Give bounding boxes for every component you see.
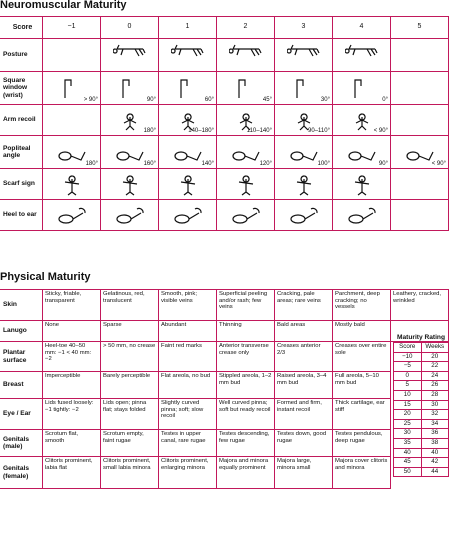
- rating-score: 35: [394, 438, 422, 448]
- rating-weeks: 26: [421, 381, 449, 391]
- physical-cell: Imperceptible: [43, 372, 101, 399]
- angle-value: < 90°: [373, 127, 388, 134]
- neuromuscular-cell: [159, 39, 217, 72]
- heel-figure-icon: [171, 203, 205, 227]
- physical-cell: Well curved pinna; soft but ready recoil: [217, 399, 275, 430]
- rating-row: [394, 352, 449, 362]
- rating-score: 15: [394, 400, 422, 410]
- angle-value: 140–180°: [188, 127, 214, 134]
- physical-cell: Formed and firm, instant recoil: [275, 399, 333, 430]
- neuromuscular-row: [1, 200, 449, 231]
- rating-weeks: 42: [421, 458, 449, 468]
- neuromuscular-cell: [333, 169, 391, 200]
- score-label: Score: [1, 17, 43, 39]
- rating-row: [394, 467, 449, 477]
- score-header-cell: 3: [275, 17, 333, 39]
- angle-value: 45°: [262, 96, 272, 103]
- physical-cell: Majora and minora equally prominent: [217, 457, 275, 489]
- physical-cell: Sparse: [101, 321, 159, 342]
- rating-row: [394, 410, 449, 420]
- angle-value: 30°: [320, 96, 330, 103]
- physical-cell: Abundant: [159, 321, 217, 342]
- angle-value: 60°: [204, 96, 214, 103]
- physical-cell: Creases anterior 2/3: [275, 342, 333, 372]
- scarf-figure-icon: [345, 172, 379, 196]
- physical-cell: Testes descending, few rugae: [217, 430, 275, 457]
- neuromuscular-cell: [275, 136, 333, 169]
- neuromuscular-cell: [391, 105, 449, 136]
- score-header-cell: −1: [43, 17, 101, 39]
- angle-value: 180°: [85, 160, 98, 167]
- score-header-cell: 1: [159, 17, 217, 39]
- neuromuscular-cell: [333, 39, 391, 72]
- angle-value: 0°: [382, 96, 388, 103]
- physical-row-label: Plantar surface: [1, 342, 43, 372]
- neuromuscular-cell: [391, 39, 449, 72]
- neuromuscular-cell: [217, 105, 275, 136]
- physical-cell: Majora large, minora small: [275, 457, 333, 489]
- neuromuscular-cell: [43, 169, 101, 200]
- neuromuscular-cell: [101, 136, 159, 169]
- neuromuscular-cell: [217, 136, 275, 169]
- physical-cell: Superficial peeling and/or rash; few veins: [217, 290, 275, 321]
- neuromuscular-cell: [217, 169, 275, 200]
- physical-cell: Bald areas: [275, 321, 333, 342]
- window-figure-icon: [229, 76, 263, 100]
- physical-cell: Barely perceptible: [101, 372, 159, 399]
- physical-cell: Testes down, good rugae: [275, 430, 333, 457]
- rating-header-row: [394, 343, 449, 353]
- neuromuscular-cell: [275, 169, 333, 200]
- neuromuscular-row-label: Posture: [1, 39, 43, 72]
- physical-cell: Testes in upper canal, rare rugae: [159, 430, 217, 457]
- rating-score: 0: [394, 371, 422, 381]
- rating-row: [394, 429, 449, 439]
- scarf-figure-icon: [287, 172, 321, 196]
- arm-figure-icon: [113, 108, 147, 132]
- neuromuscular-cell: [391, 72, 449, 105]
- rating-row: [394, 448, 449, 458]
- window-figure-icon: [345, 76, 379, 100]
- neuromuscular-cell: [159, 136, 217, 169]
- angle-value: 180°: [143, 127, 156, 134]
- posture-3-figure-icon: [287, 43, 321, 67]
- physical-row-label: Skin: [1, 290, 43, 321]
- neuromuscular-row-label: Heel to ear: [1, 200, 43, 231]
- scarf-figure-icon: [113, 172, 147, 196]
- rating-weeks: 34: [421, 419, 449, 429]
- angle-value: 160°: [143, 160, 156, 167]
- maturity-rating-panel: [391, 334, 450, 477]
- neuromuscular-row-label: Arm recoil: [1, 105, 43, 136]
- neuromuscular-cell: [43, 200, 101, 231]
- maturity-rating-table: [393, 342, 449, 477]
- rating-header-cell: Score: [394, 343, 422, 353]
- leg-figure-icon: [55, 140, 89, 164]
- leg-figure-icon: [345, 140, 379, 164]
- angle-value: 100°: [317, 160, 330, 167]
- physical-cell: Gelatinous, red, translucent: [101, 290, 159, 321]
- physical-cell: Testes pendulous, deep rugae: [333, 430, 391, 457]
- neuromuscular-row: [1, 72, 449, 105]
- scarf-figure-icon: [229, 172, 263, 196]
- rating-score: 25: [394, 419, 422, 429]
- rating-row: [394, 458, 449, 468]
- posture-1-figure-icon: [171, 43, 205, 67]
- physical-cell: Slightly curved pinna; soft; slow recoil: [159, 399, 217, 430]
- neuromuscular-cell: [43, 136, 101, 169]
- rating-header-cell: Weeks: [421, 343, 449, 353]
- neuromuscular-cell: [159, 105, 217, 136]
- neuromuscular-cell: [43, 72, 101, 105]
- score-header-cell: 4: [333, 17, 391, 39]
- neuromuscular-table: [0, 16, 449, 231]
- rating-row: [394, 419, 449, 429]
- neuromuscular-cell: [217, 39, 275, 72]
- neuromuscular-cell: [275, 200, 333, 231]
- physical-cell: Mostly bald: [333, 321, 391, 342]
- neuromuscular-row: [1, 105, 449, 136]
- physical-cell: Parchment, deep cracking; no vessels: [333, 290, 391, 321]
- rating-row: [394, 381, 449, 391]
- neuromuscular-row-label: Scarf sign: [1, 169, 43, 200]
- physical-row: [1, 457, 449, 489]
- physical-cell: Raised areola, 3–4 mm bud: [275, 372, 333, 399]
- neuromuscular-cell: [217, 200, 275, 231]
- neuromuscular-cell: [159, 169, 217, 200]
- neuromuscular-cell: [275, 105, 333, 136]
- physical-cell: Majora cover clitoris and minora: [333, 457, 391, 489]
- physical-row-label: Genitals (female): [1, 457, 43, 489]
- rating-weeks: 38: [421, 438, 449, 448]
- physical-cell: Creases over entire sole: [333, 342, 391, 372]
- rating-score: 10: [394, 390, 422, 400]
- angle-value: 90–110°: [308, 127, 330, 134]
- heel-figure-icon: [287, 203, 321, 227]
- neuromuscular-cell: [391, 169, 449, 200]
- physical-cell: None: [43, 321, 101, 342]
- physical-cell: Clitoris prominent, labia flat: [43, 457, 101, 489]
- rating-weeks: 36: [421, 429, 449, 439]
- leg-figure-icon: [229, 140, 263, 164]
- neuromuscular-cell: [391, 200, 449, 231]
- neuromuscular-cell: [217, 72, 275, 105]
- leg-figure-icon: [113, 140, 147, 164]
- neuromuscular-cell: [159, 200, 217, 231]
- rating-weeks: 30: [421, 400, 449, 410]
- physical-row: [1, 399, 449, 430]
- neuromuscular-cell: [43, 39, 101, 72]
- heel-figure-icon: [113, 203, 147, 227]
- physical-cell: Cracking, pale areas; rare veins: [275, 290, 333, 321]
- physical-row-label: Lanugo: [1, 321, 43, 342]
- physical-cell: Thick cartilage, ear stiff: [333, 399, 391, 430]
- neuromuscular-cell: [275, 72, 333, 105]
- scarf-figure-icon: [55, 172, 89, 196]
- neuromuscular-row: [1, 169, 449, 200]
- score-header-cell: 2: [217, 17, 275, 39]
- score-header-cell: 5: [391, 17, 449, 39]
- physical-cell: > 50 mm, no crease: [101, 342, 159, 372]
- neuromuscular-row-label: Popliteal angle: [1, 136, 43, 169]
- scarf-figure-icon: [171, 172, 205, 196]
- rating-weeks: 44: [421, 467, 449, 477]
- heel-figure-icon: [345, 203, 379, 227]
- posture-4-figure-icon: [345, 43, 379, 67]
- heel-figure-icon: [229, 203, 263, 227]
- rating-row: [394, 438, 449, 448]
- physical-row: [1, 372, 449, 399]
- physical-cell: Clitoris prominent, small labia minora: [101, 457, 159, 489]
- rating-row: [394, 390, 449, 400]
- neuromuscular-row: [1, 39, 449, 72]
- rating-score: 30: [394, 429, 422, 439]
- angle-value: < 90°: [431, 160, 446, 167]
- rating-weeks: 32: [421, 410, 449, 420]
- neuromuscular-cell: [333, 72, 391, 105]
- physical-cell: Sticky, friable, transparent: [43, 290, 101, 321]
- window-figure-icon: [171, 76, 205, 100]
- score-header-cell: 0: [101, 17, 159, 39]
- leg-figure-icon: [171, 140, 205, 164]
- physical-cell: Clitoris prominent, enlarging minora: [159, 457, 217, 489]
- neuromuscular-cell: [101, 105, 159, 136]
- neuromuscular-row-label: Square window (wrist): [1, 72, 43, 105]
- rating-score: 40: [394, 448, 422, 458]
- neuromuscular-cell: [101, 200, 159, 231]
- physical-cell: Faint red marks: [159, 342, 217, 372]
- neuromuscular-cell: [101, 39, 159, 72]
- rating-score: −5: [394, 362, 422, 372]
- rating-weeks: 28: [421, 390, 449, 400]
- neuromuscular-cell: [101, 72, 159, 105]
- physical-row-label: Breast: [1, 372, 43, 399]
- angle-value: 140°: [201, 160, 214, 167]
- neuromuscular-cell: [101, 169, 159, 200]
- physical-cell: Lids open; pinna flat; stays folded: [101, 399, 159, 430]
- rating-weeks: 22: [421, 362, 449, 372]
- neuromuscular-cell: [275, 39, 333, 72]
- neuromuscular-cell: [333, 200, 391, 231]
- rating-weeks: 20: [421, 352, 449, 362]
- heel-figure-icon: [55, 203, 89, 227]
- physical-title: Physical Maturity: [0, 271, 91, 283]
- angle-value: 120°: [259, 160, 272, 167]
- physical-cell: Anterior transverse crease only: [217, 342, 275, 372]
- physical-cell: Stippled areola, 1–2 mm bud: [217, 372, 275, 399]
- physical-cell: Full areola, 5–10 mm bud: [333, 372, 391, 399]
- rating-score: 5: [394, 381, 422, 391]
- rating-score: −10: [394, 352, 422, 362]
- physical-table: [0, 289, 449, 489]
- rating-score: 50: [394, 467, 422, 477]
- rating-score: 20: [394, 410, 422, 420]
- physical-cell: Lids fused loosely: −1 tightly: −2: [43, 399, 101, 430]
- score-header-row: [1, 17, 449, 39]
- maturity-rating-title: Maturity Rating: [397, 334, 445, 341]
- physical-cell: Smooth, pink; visible veins: [159, 290, 217, 321]
- angle-value: 90°: [378, 160, 388, 167]
- physical-row-label: Genitals (male): [1, 430, 43, 457]
- angle-value: > 90°: [83, 96, 98, 103]
- physical-row-label: Eye / Ear: [1, 399, 43, 430]
- rating-score: 45: [394, 458, 422, 468]
- angle-value: 90°: [146, 96, 156, 103]
- rating-row: [394, 371, 449, 381]
- window-figure-icon: [287, 76, 321, 100]
- neuromuscular-cell: [391, 136, 449, 169]
- physical-row: [1, 342, 449, 372]
- neuromuscular-cell: [333, 105, 391, 136]
- physical-cell: Leathery, cracked, wrinkled: [391, 290, 449, 321]
- neuromuscular-row: [1, 136, 449, 169]
- neuromuscular-cell: [159, 72, 217, 105]
- rating-weeks: 40: [421, 448, 449, 458]
- physical-cell: Scrotum flat, smooth: [43, 430, 101, 457]
- physical-cell: Flat areola, no bud: [159, 372, 217, 399]
- physical-cell: Scrotum empty, faint rugae: [101, 430, 159, 457]
- physical-row: [1, 290, 449, 321]
- physical-cell: Thinning: [217, 321, 275, 342]
- rating-row: [394, 362, 449, 372]
- physical-row: [1, 321, 449, 342]
- leg-figure-icon: [287, 140, 321, 164]
- neuromuscular-title: Neuromuscular Maturity: [0, 0, 127, 11]
- rating-row: [394, 400, 449, 410]
- physical-cell: Heel-toe 40–50 mm: −1 < 40 mm: −2: [43, 342, 101, 372]
- window-figure-icon: [113, 76, 147, 100]
- posture-0-figure-icon: [113, 43, 147, 67]
- neuromuscular-cell: [333, 136, 391, 169]
- rating-weeks: 24: [421, 371, 449, 381]
- neuromuscular-cell: [43, 105, 101, 136]
- posture-2-figure-icon: [229, 43, 263, 67]
- angle-value: 110–140°: [246, 127, 272, 134]
- physical-row: [1, 430, 449, 457]
